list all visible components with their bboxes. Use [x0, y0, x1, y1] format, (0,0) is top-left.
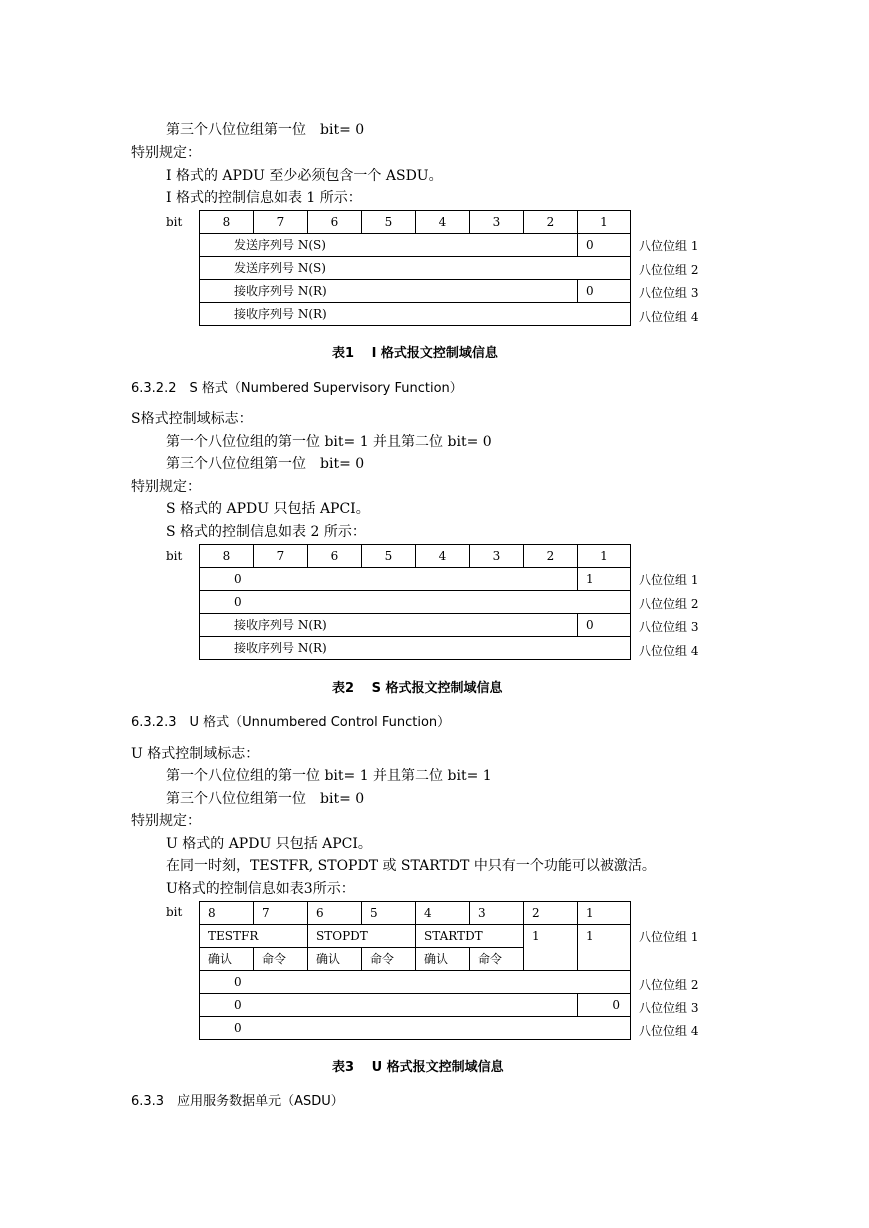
table-row: [200, 1017, 631, 1040]
body-line: 第一个八位位组的第一位 bit= 1 并且第二位 bit= 0: [166, 434, 492, 450]
octet-label: 八位位组 1: [639, 930, 699, 944]
octet-label: 八位位组 3: [639, 1001, 699, 1015]
table-2: [199, 544, 631, 660]
intro-line: 第三个八位位组第一位 bit= 0: [166, 122, 365, 138]
bit-header: 5: [362, 211, 416, 234]
table-row: [200, 568, 631, 591]
bit-header: 3: [470, 211, 524, 234]
table-header-row: [200, 545, 631, 568]
octet-label: 八位位组 3: [639, 286, 699, 300]
field-cell: 发送序列号 N(S): [200, 257, 631, 280]
table-row: [200, 280, 631, 303]
octet-label: 八位位组 1: [639, 239, 699, 253]
bit-header: 4: [416, 902, 470, 925]
octet-label: 八位位组 3: [639, 620, 699, 634]
octet-label: 八位位组 2: [639, 597, 699, 611]
bit-header: 1: [578, 902, 631, 925]
field-cell: 发送序列号 N(S): [200, 234, 578, 257]
body-line: S 格式的 APDU 只包括 APCI。: [166, 501, 370, 517]
table-row: [200, 994, 631, 1017]
function-stopdt: STOPDT: [308, 925, 416, 948]
field-cell: 0: [200, 994, 578, 1017]
bit-header: 5: [362, 902, 416, 925]
bit-header: 7: [254, 902, 308, 925]
body-line: 第三个八位位组第一位 bit= 0: [166, 456, 365, 472]
bit-header: 8: [200, 902, 254, 925]
field-cell: 接收序列号 N(R): [200, 280, 578, 303]
table-1: [199, 210, 631, 326]
table-caption: 表2 S 格式报文控制域信息: [332, 681, 503, 696]
field-cell: 接收序列号 N(R): [200, 303, 631, 326]
command-cell: 命令: [254, 948, 308, 971]
body-line: 特别规定：: [131, 479, 201, 495]
bit1-cell: 0: [578, 994, 631, 1017]
field-cell: 接收序列号 N(R): [200, 637, 631, 660]
intro-line: 特别规定：: [131, 145, 201, 161]
bit-label: bit: [166, 215, 183, 229]
section-heading: 6.3.2.3 U 格式（Unnumbered Control Function）: [131, 715, 451, 730]
table-row: [200, 925, 631, 948]
section-heading: 6.3.3 应用服务数据单元（ASDU）: [131, 1094, 344, 1109]
table-row: [200, 303, 631, 326]
bit-header: 6: [308, 902, 362, 925]
bit1-cell: 1: [578, 568, 631, 591]
body-line: S格式控制域标志：: [131, 411, 253, 427]
bit-header: 1: [578, 545, 631, 568]
bit-header: 2: [524, 211, 578, 234]
bit-header: 8: [200, 545, 254, 568]
bit-header: 4: [416, 211, 470, 234]
bit1-cell: 0: [578, 280, 631, 303]
command-cell: 命令: [362, 948, 416, 971]
body-line: 在同一时刻，TESTFR, STOPDT 或 STARTDT 中只有一个功能可以被激活。: [166, 858, 656, 874]
confirm-cell: 确认: [200, 948, 254, 971]
field-cell: 0: [200, 1017, 631, 1040]
intro-line: I 格式的 APDU 至少必须包含一个 ASDU。: [166, 168, 443, 184]
bit1-cell: 1: [578, 925, 631, 971]
bit-header: 2: [524, 902, 578, 925]
table-row: [200, 637, 631, 660]
octet-label: 八位位组 4: [639, 310, 699, 324]
body-line: U 格式的 APDU 只包括 APCI。: [166, 836, 372, 852]
table-row: [200, 257, 631, 280]
octet-label: 八位位组 2: [639, 978, 699, 992]
bit-label: bit: [166, 905, 183, 919]
confirm-cell: 确认: [416, 948, 470, 971]
table-row: [200, 234, 631, 257]
bit-header: 3: [470, 545, 524, 568]
table-header-row: [200, 902, 631, 925]
bit-header: 7: [254, 545, 308, 568]
field-cell: 接收序列号 N(R): [200, 614, 578, 637]
body-line: U 格式控制域标志：: [131, 746, 260, 762]
octet-label: 八位位组 4: [639, 644, 699, 658]
section-heading: 6.3.2.2 S 格式（Numbered Supervisory Function）: [131, 381, 463, 396]
body-line: 第三个八位位组第一位 bit= 0: [166, 791, 365, 807]
octet-label: 八位位组 4: [639, 1024, 699, 1038]
table-row: [200, 971, 631, 994]
body-line: 特别规定：: [131, 813, 201, 829]
field-cell: 0: [200, 971, 631, 994]
bit-header: 7: [254, 211, 308, 234]
bit-header: 4: [416, 545, 470, 568]
table-caption: 表3 U 格式报文控制域信息: [332, 1060, 504, 1075]
table-caption: 表1 I 格式报文控制域信息: [332, 346, 498, 361]
octet-label: 八位位组 1: [639, 573, 699, 587]
bit1-cell: 0: [578, 614, 631, 637]
body-line: 第一个八位位组的第一位 bit= 1 并且第二位 bit= 1: [166, 768, 492, 784]
body-line: U格式的控制信息如表3所示：: [166, 881, 355, 897]
function-startdt: STARTDT: [416, 925, 524, 948]
octet-label: 八位位组 2: [639, 263, 699, 277]
command-cell: 命令: [470, 948, 524, 971]
table-row: [200, 591, 631, 614]
table-header-row: [200, 211, 631, 234]
function-testfr: TESTFR: [200, 925, 308, 948]
bit2-cell: 1: [524, 925, 578, 971]
body-line: S 格式的控制信息如表 2 所示：: [166, 524, 366, 540]
bit-label: bit: [166, 549, 183, 563]
bit-header: 5: [362, 545, 416, 568]
field-cell: 0: [200, 568, 578, 591]
bit-header: 3: [470, 902, 524, 925]
bit-header: 1: [578, 211, 631, 234]
bit-header: 6: [308, 211, 362, 234]
intro-line: I 格式的控制信息如表 1 所示：: [166, 190, 362, 206]
bit-header: 6: [308, 545, 362, 568]
bit-header: 8: [200, 211, 254, 234]
confirm-cell: 确认: [308, 948, 362, 971]
bit1-cell: 0: [578, 234, 631, 257]
table-row: [200, 614, 631, 637]
table-3: [199, 901, 631, 1040]
bit-header: 2: [524, 545, 578, 568]
field-cell: 0: [200, 591, 631, 614]
